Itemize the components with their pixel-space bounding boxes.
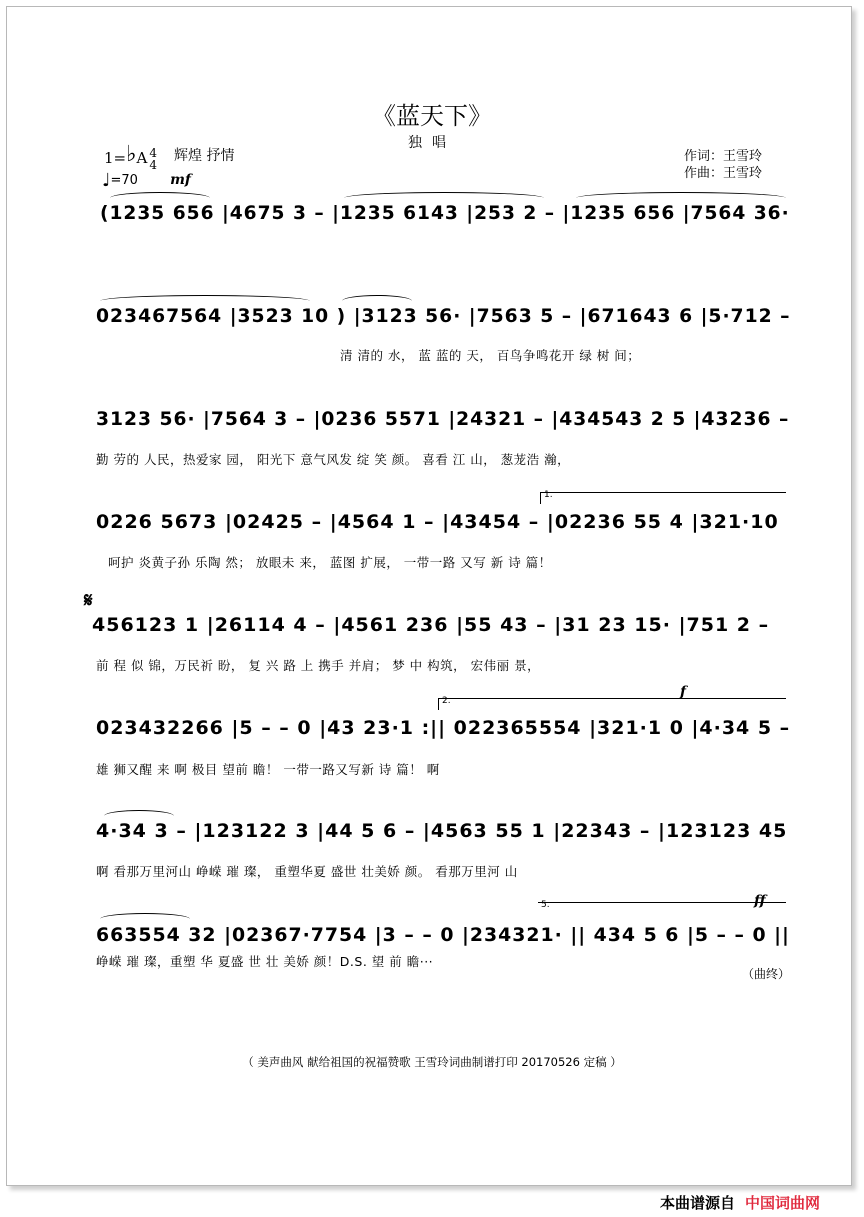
song-subtitle: 独唱 [408, 135, 456, 151]
ending-mark: （曲终） [742, 967, 791, 981]
volta-bracket-1 [540, 492, 786, 504]
flat-icon: ♭ [126, 142, 137, 167]
notation-line-7: 4·34 3 – |123122 3 |44 5 6 – |4563 55 1 |22343 – |123123 45 [96, 820, 788, 842]
key-label: 1= [104, 149, 127, 167]
slur [344, 192, 544, 204]
volta-bracket-2 [438, 698, 786, 710]
expression-mark: 辉煌 抒情 [174, 148, 235, 164]
segno-icon: 𝄋 [84, 588, 93, 612]
footer-note: （ 美声曲风 献给祖国的祝福赞歌 王雪玲词曲制谱打印 20170526 定稿 ） [242, 1055, 622, 1069]
notation-line-6: 023432266 |5 – – 0 |43 23·1 :|| 022365554 |321·1 0 |4·34 5 – [96, 717, 791, 739]
slur [100, 295, 310, 307]
lyricist-credit: 作词：王雪玲 [684, 149, 763, 164]
slur [110, 192, 210, 204]
volta-5-label: 5. [541, 900, 550, 910]
notation-line-5: 456123 1 |26114 4 – |4561 236 |55 43 – |31 23 15· |751 2 – [92, 614, 770, 636]
slur [576, 192, 786, 204]
slur [104, 810, 174, 822]
source-credit [660, 1192, 820, 1213]
lyrics-line-3: 勤 劳的 人民，热爱家 园， 阳光下 意气风发 绽 笑 颜。 喜看 江 山， 葱茏浩 瀚， [96, 452, 571, 467]
song-title: 《蓝天下》 [372, 102, 492, 130]
notation-line-2: 023467564 |3523 10 ) |3123 56· |7563 5 – |671643 6 |5·712 – [96, 305, 791, 327]
lyrics-line-7: 啊 看那万里河山 峥嵘 璀 璨， 重塑华夏 盛世 壮美娇 颜。 看那万里河 山 [96, 864, 518, 879]
slur [100, 913, 190, 925]
source-label: 本曲谱源自 [660, 1194, 736, 1212]
lyrics-line-4: 呵护 炎黄子孙 乐陶 然； 放眼未 来， 蓝图 扩展， 一带一路 又写 新 诗 篇！ [108, 555, 552, 570]
notation-line-1: (1235 656 |4675 3 – |1235 6143 |253 2 – |1235 656 |7564 36· [100, 202, 790, 224]
dynamic-mf: mf [170, 172, 191, 188]
key-signature [104, 142, 157, 171]
notation-line-8: 663554 32 |02367·7754 |3 – – 0 |234321· || 434 5 6 |5 – – 0 || [96, 924, 790, 946]
lyrics-line-8: 峥嵘 璀 璨，重塑 华 夏盛 世 壮 美娇 颜！D.S. 望 前 瞻··· [96, 954, 434, 969]
time-bottom: 4 [149, 158, 157, 172]
notation-line-3: 3123 56· |7564 3 – |0236 5571 |24321 – |434543 2 5 |43236 – [96, 408, 790, 430]
tempo-value: =70 [110, 173, 138, 188]
key-letter: A [136, 149, 148, 167]
dynamic-f: f [680, 684, 687, 700]
composer-credit: 作曲：王雪玲 [684, 166, 763, 181]
dynamic-ff: ff [754, 893, 766, 909]
source-brand[interactable]: 中国词曲网 [745, 1194, 821, 1212]
time-signature [149, 147, 157, 171]
notation-line-4: 0226 5673 |02425 – |4564 1 – |43454 – |02236 55 4 |321·10 [96, 511, 779, 533]
slur [342, 295, 412, 307]
lyrics-line-2: 清 清的 水， 蓝 蓝的 天， 百鸟争鸣花开 绿 树 间； [340, 348, 641, 363]
volta-2-label: 2. [442, 696, 451, 706]
volta-1-label: 1. [544, 490, 553, 500]
tempo-mark [102, 170, 191, 191]
quarter-note-icon: ♩ [102, 170, 111, 191]
time-top: 4 [149, 146, 157, 160]
lyrics-line-5: 前 程 似 锦，万民祈 盼， 复 兴 路 上 携手 并肩； 梦 中 构筑， 宏伟丽 景， [96, 658, 541, 673]
lyrics-line-6: 雄 狮又醒 来 啊 极目 望前 瞻！ 一带一路又写新 诗 篇！ 啊 [96, 762, 440, 777]
volta-bracket-5 [538, 902, 786, 914]
